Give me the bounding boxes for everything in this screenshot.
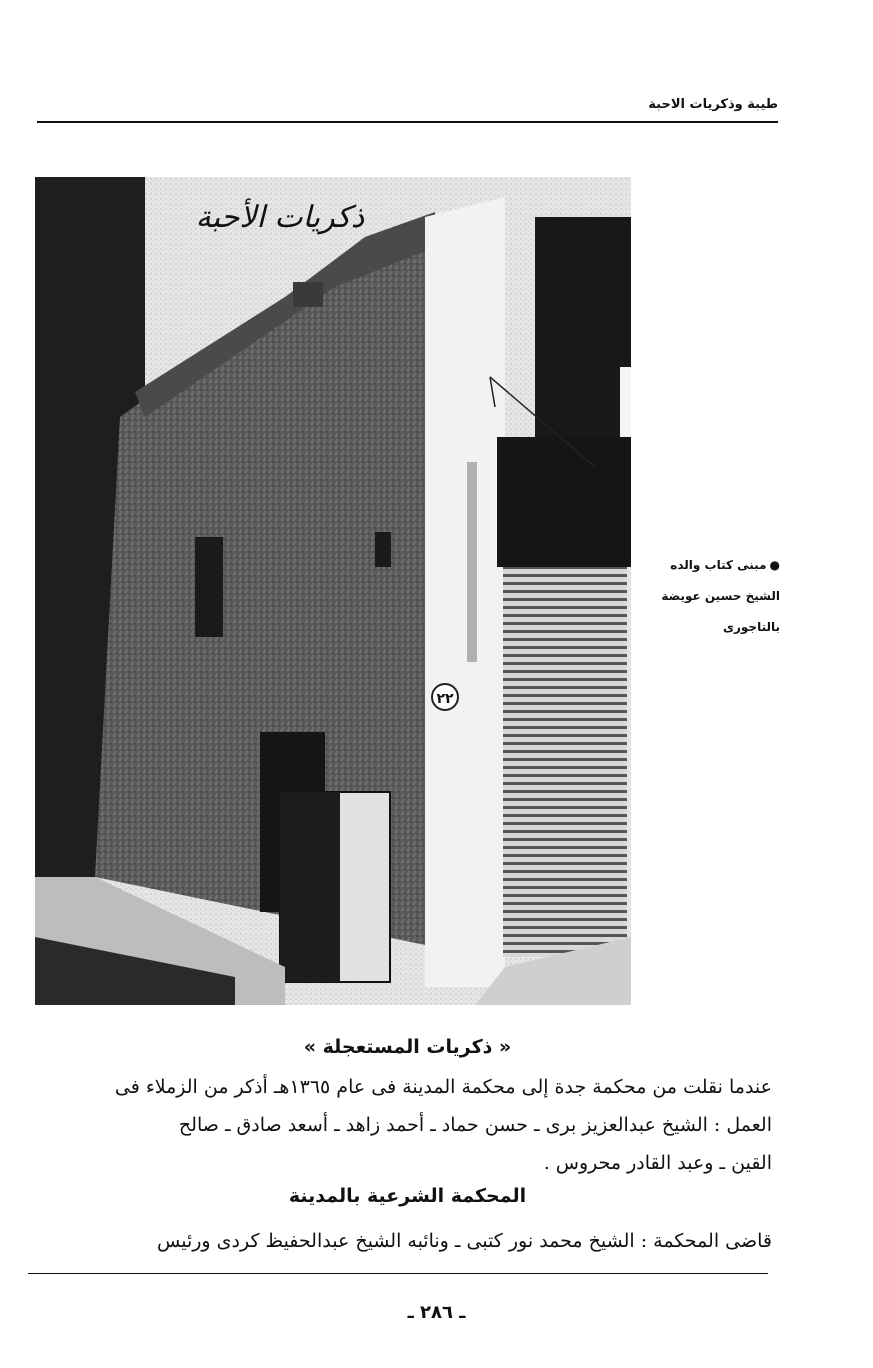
metal-shutter bbox=[503, 567, 627, 957]
bullet-icon: ● bbox=[769, 558, 780, 572]
header-rule bbox=[37, 121, 778, 123]
building-photo bbox=[35, 177, 631, 1005]
body-line-1: عندما نقلت من محكمة جدة إلى محكمة المدينة فى عام ١٣٦٥هـ أذكر من الزملاء فى bbox=[114, 1076, 772, 1098]
caption-line-3: بالتاجورى bbox=[723, 620, 780, 634]
section-body-memories bbox=[37, 1068, 772, 1182]
footer-rule bbox=[28, 1273, 768, 1274]
building-photo-drawing bbox=[35, 177, 631, 1005]
corner-pillar bbox=[425, 197, 505, 987]
body-line-3: القين ـ وعبد القادر محروس . bbox=[543, 1152, 772, 1174]
photo-caption bbox=[640, 550, 780, 643]
section-heading-court: المحكمة الشرعية بالمدينة bbox=[288, 1185, 527, 1207]
section-body-court bbox=[37, 1222, 772, 1260]
door-number-text: ٢٢ bbox=[436, 691, 454, 707]
body-line-4: قاضى المحكمة : الشيخ محمد نور كتبى ـ ونائبه الشيخ عبدالحفيظ كردى ورئيس bbox=[157, 1230, 772, 1252]
running-head: طيبة وذكريات الاحبة bbox=[648, 97, 778, 112]
caption-line-1 bbox=[640, 550, 780, 581]
section-heading-memories: « ذكريات المستعجلة » bbox=[303, 1036, 512, 1058]
caption-line-2: الشيخ حسين عويضة bbox=[661, 589, 780, 603]
caption-line-1-text: مبنى كتاب والده bbox=[670, 558, 767, 572]
page-number: ـ ٢٨٦ ـ bbox=[407, 1302, 466, 1323]
body-line-2: العمل : الشيخ عبدالعزيز برى ـ حسن حماد ـ أحمد زاهد ـ أسعد صادق ـ صالح bbox=[178, 1114, 772, 1136]
photo-inscription: ذكريات الأحبة bbox=[195, 200, 365, 235]
